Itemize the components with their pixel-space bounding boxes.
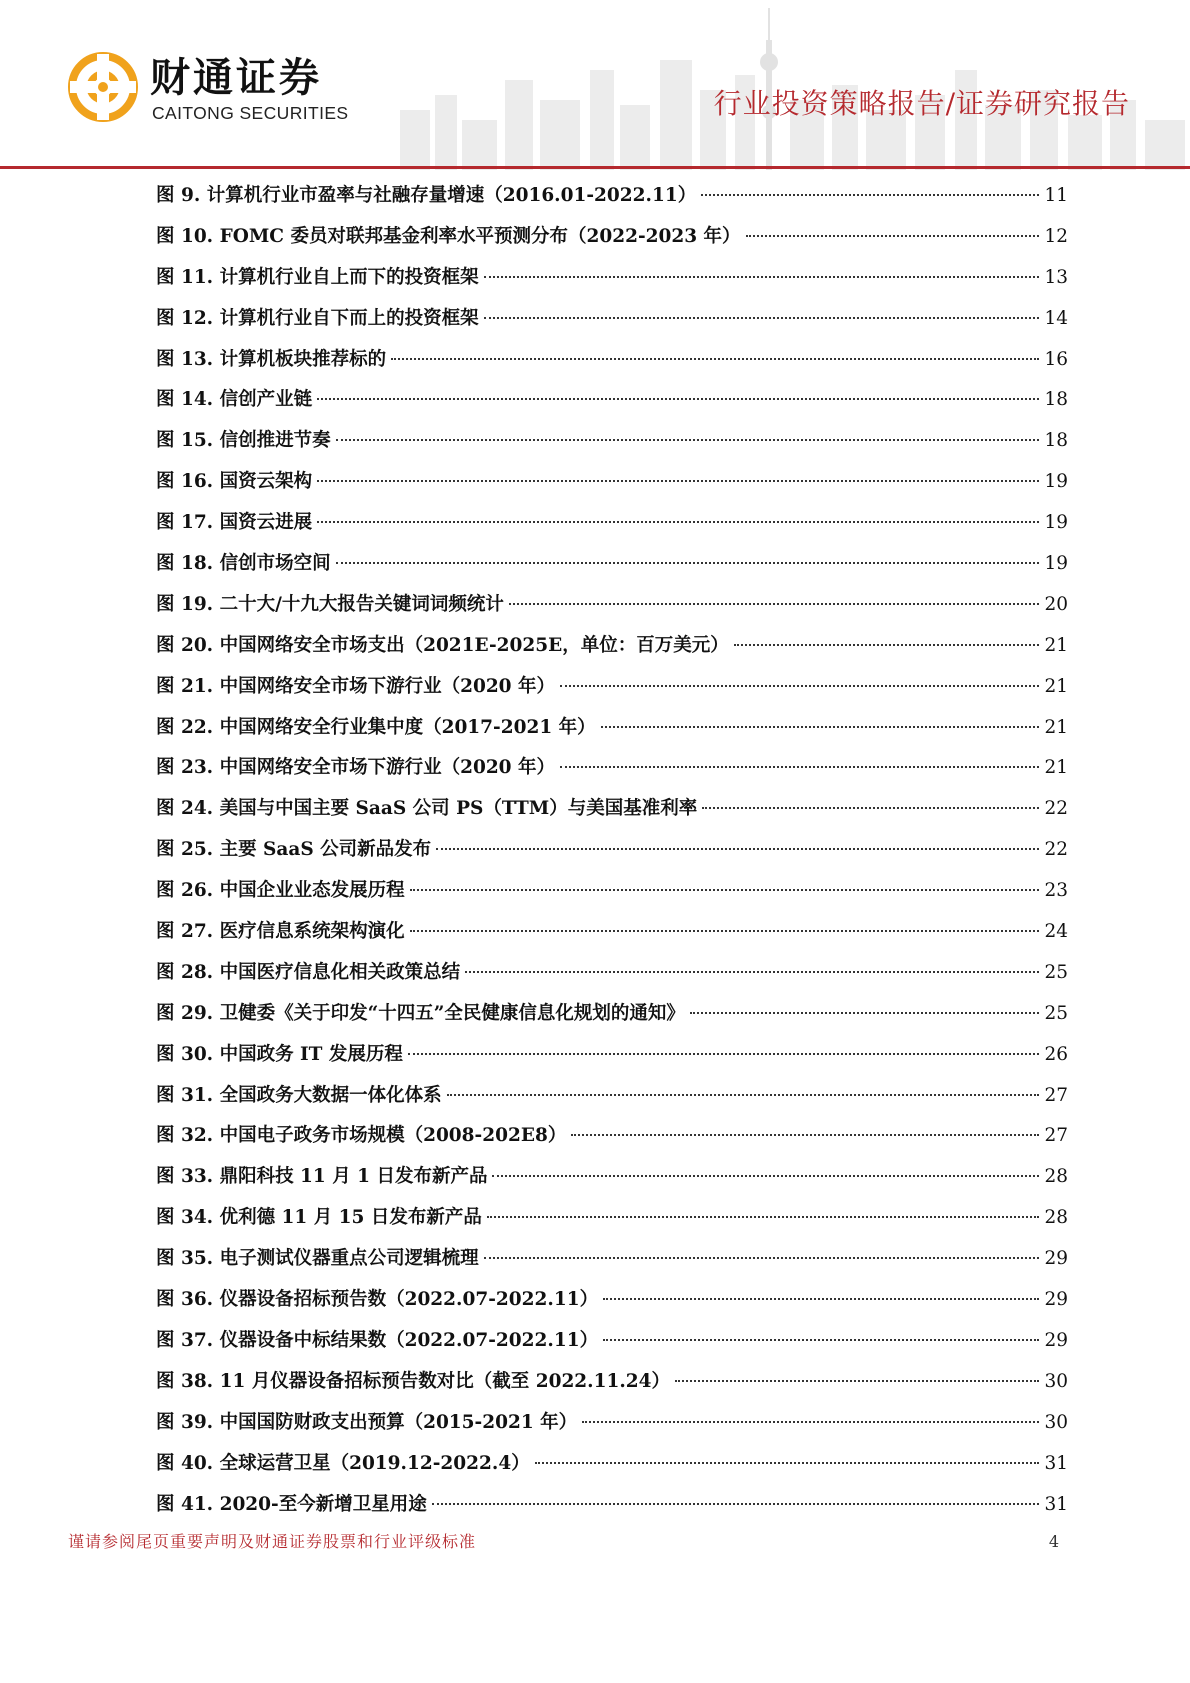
toc-dot-leader [408, 1053, 1040, 1055]
toc-entry[interactable] [156, 631, 1068, 672]
toc-dot-leader [484, 1257, 1040, 1259]
toc-entry[interactable] [156, 1040, 1068, 1081]
toc-entry-page: 19 [1044, 471, 1068, 493]
toc-entry[interactable] [156, 917, 1068, 958]
toc-entry-page: 30 [1044, 1370, 1068, 1392]
toc-entry[interactable] [156, 753, 1068, 794]
toc-entry[interactable] [156, 263, 1068, 304]
toc-entry-title: 图 40. 全球运营卫星（2019.12-2022.4） [156, 1452, 530, 1474]
toc-dot-leader [560, 766, 1039, 768]
page-number: 4 [1048, 1532, 1059, 1551]
toc-entry-title: 图 9. 计算机行业市盈率与社融存量增速（2016.01-2022.11） [156, 185, 697, 206]
toc-entry-title: 图 32. 中国电子政务市场规模（2008-202E8） [156, 1125, 567, 1147]
toc-entry[interactable] [156, 876, 1068, 917]
toc-entry[interactable] [156, 1449, 1068, 1490]
toc-entry-page: 13 [1044, 266, 1068, 288]
toc-entry-page: 24 [1044, 921, 1068, 943]
toc-entry[interactable] [156, 958, 1068, 999]
toc-entry-page: 11 [1044, 185, 1068, 206]
header-divider [0, 166, 1190, 169]
toc-entry-title: 图 24. 美国与中国主要 SaaS 公司 PS（TTM）与美国基准利率 [156, 798, 698, 820]
toc-entry-page: 23 [1044, 880, 1068, 902]
toc-entry[interactable] [156, 222, 1068, 263]
toc-dot-leader [702, 807, 1039, 809]
toc-dot-leader [391, 358, 1039, 360]
toc-entry-title: 图 22. 中国网络安全行业集中度（2017-2021 年） [156, 716, 596, 738]
toc-entry[interactable] [156, 181, 1068, 222]
toc-entry-page: 29 [1044, 1329, 1068, 1351]
toc-dot-leader [317, 398, 1039, 400]
toc-entry[interactable] [156, 508, 1068, 549]
toc-dot-leader [432, 1503, 1040, 1505]
toc-entry-title: 图 17. 国资云进展 [156, 512, 313, 534]
toc-entry-title: 图 29. 卫健委《关于印发“十四五”全民健康信息化规划的通知》 [156, 1002, 685, 1024]
toc-entry-title: 图 35. 电子测试仪器重点公司逻辑梳理 [156, 1248, 479, 1270]
toc-dot-leader [465, 971, 1039, 973]
figure-toc-list [156, 181, 1068, 1530]
toc-entry-page: 25 [1044, 1002, 1068, 1024]
toc-entry-page: 27 [1044, 1125, 1068, 1147]
toc-dot-leader [675, 1380, 1039, 1382]
toc-entry-page: 21 [1044, 757, 1068, 779]
toc-entry-title: 图 13. 计算机板块推荐标的 [156, 348, 387, 370]
toc-entry-page: 14 [1044, 307, 1068, 329]
toc-dot-leader [410, 889, 1040, 891]
toc-entry[interactable] [156, 1121, 1068, 1162]
toc-dot-leader [734, 644, 1040, 646]
toc-entry[interactable] [156, 467, 1068, 508]
toc-entry-page: 22 [1044, 798, 1068, 820]
toc-entry-title: 图 15. 信创推进节奏 [156, 430, 331, 452]
toc-entry[interactable] [156, 1408, 1068, 1449]
toc-entry[interactable] [156, 1081, 1068, 1122]
toc-entry[interactable] [156, 304, 1068, 345]
city-skyline-watermark [380, 0, 1190, 170]
toc-entry-title: 图 31. 全国政务大数据一体化体系 [156, 1084, 442, 1106]
brand-name-en: CAITONG SECURITIES [152, 103, 349, 123]
toc-entry-page: 20 [1044, 593, 1068, 615]
toc-entry-title: 图 19. 二十大/十九大报告关键词词频统计 [156, 593, 504, 615]
toc-entry[interactable] [156, 590, 1068, 631]
toc-entry-page: 22 [1044, 839, 1068, 861]
toc-entry-page: 18 [1044, 389, 1068, 411]
toc-dot-leader [509, 603, 1040, 605]
toc-entry[interactable] [156, 672, 1068, 713]
toc-entry-title: 图 30. 中国政务 IT 发展历程 [156, 1043, 403, 1065]
toc-dot-leader [571, 1134, 1039, 1136]
toc-entry-page: 26 [1044, 1043, 1068, 1065]
toc-dot-leader [436, 848, 1039, 850]
brand-name-cn: 财通证券 [150, 55, 322, 101]
toc-entry-page: 25 [1044, 961, 1068, 983]
toc-dot-leader [601, 726, 1040, 728]
toc-entry-title: 图 26. 中国企业业态发展历程 [156, 880, 405, 902]
toc-entry-title: 图 25. 主要 SaaS 公司新品发布 [156, 839, 432, 861]
toc-entry-title: 图 20. 中国网络安全市场支出（2021E-2025E，单位：百万美元） [156, 634, 729, 656]
toc-entry[interactable] [156, 1285, 1068, 1326]
toc-entry-page: 31 [1044, 1493, 1068, 1515]
toc-entry[interactable] [156, 426, 1068, 467]
toc-dot-leader [317, 480, 1039, 482]
toc-dot-leader [560, 685, 1039, 687]
toc-entry-title: 图 12. 计算机行业自下而上的投资框架 [156, 307, 479, 329]
toc-entry-page: 21 [1044, 634, 1068, 656]
toc-dot-leader [603, 1339, 1039, 1341]
toc-entry[interactable] [156, 1244, 1068, 1285]
toc-entry-title: 图 11. 计算机行业自上而下的投资框架 [156, 266, 479, 288]
toc-dot-leader [410, 930, 1040, 932]
toc-entry-page: 21 [1044, 716, 1068, 738]
toc-entry-title: 图 14. 信创产业链 [156, 389, 313, 411]
toc-entry-title: 图 39. 中国国防财政支出预算（2015-2021 年） [156, 1411, 578, 1433]
toc-entry-page: 21 [1044, 675, 1068, 697]
toc-entry[interactable] [156, 385, 1068, 426]
toc-dot-leader [484, 317, 1040, 319]
toc-dot-leader [690, 1012, 1040, 1014]
toc-entry[interactable] [156, 345, 1068, 386]
toc-entry-title: 图 18. 信创市场空间 [156, 553, 331, 575]
toc-entry-page: 12 [1044, 225, 1068, 247]
toc-entry[interactable] [156, 549, 1068, 590]
toc-dot-leader [492, 1175, 1039, 1177]
toc-entry[interactable] [156, 835, 1068, 876]
toc-entry-page: 30 [1044, 1411, 1068, 1433]
toc-dot-leader [317, 521, 1039, 523]
toc-dot-leader [447, 1094, 1040, 1096]
toc-entry-title: 图 34. 优利德 11 月 15 日发布新产品 [156, 1207, 482, 1229]
toc-entry-page: 16 [1044, 348, 1068, 370]
toc-dot-leader [336, 562, 1040, 564]
toc-entry-page: 28 [1044, 1166, 1068, 1188]
toc-dot-leader [746, 235, 1040, 237]
toc-dot-leader [603, 1298, 1039, 1300]
footer-disclaimer: 谨请参阅尾页重要声明及财通证券股票和行业评级标准 [68, 1532, 477, 1551]
toc-entry-title: 图 28. 中国医疗信息化相关政策总结 [156, 961, 461, 983]
toc-entry-title: 图 10. FOMC 委员对联邦基金利率水平预测分布（2022-2023 年） [156, 225, 741, 247]
toc-entry-page: 27 [1044, 1084, 1068, 1106]
toc-dot-leader [535, 1462, 1040, 1464]
toc-dot-leader [582, 1421, 1039, 1423]
toc-entry-title: 图 23. 中国网络安全市场下游行业（2020 年） [156, 757, 555, 779]
toc-entry-page: 29 [1044, 1248, 1068, 1270]
page-header [0, 0, 1190, 172]
toc-entry-title: 图 38. 11 月仪器设备招标预告数对比（截至 2022.11.24） [156, 1370, 671, 1392]
toc-entry[interactable] [156, 1203, 1068, 1244]
toc-entry-page: 18 [1044, 430, 1068, 452]
caitong-logo-icon [68, 52, 138, 122]
toc-dot-leader [336, 439, 1040, 441]
toc-entry-page: 19 [1044, 512, 1068, 534]
toc-entry[interactable] [156, 1326, 1068, 1367]
toc-entry[interactable] [156, 999, 1068, 1040]
toc-entry[interactable] [156, 1490, 1068, 1531]
toc-entry-title: 图 36. 仪器设备招标预告数（2022.07-2022.11） [156, 1289, 599, 1311]
toc-entry-page: 31 [1044, 1452, 1068, 1474]
toc-entry-title: 图 37. 仪器设备中标结果数（2022.07-2022.11） [156, 1329, 599, 1351]
toc-entry[interactable] [156, 794, 1068, 835]
toc-entry-title: 图 27. 医疗信息系统架构演化 [156, 921, 405, 943]
toc-entry-title: 图 33. 鼎阳科技 11 月 1 日发布新产品 [156, 1166, 488, 1188]
toc-dot-leader [487, 1216, 1040, 1218]
toc-entry[interactable] [156, 1367, 1068, 1408]
toc-entry-page: 29 [1044, 1289, 1068, 1311]
toc-entry-page: 19 [1044, 553, 1068, 575]
report-type-label: 行业投资策略报告/证券研究报告 [713, 87, 1130, 120]
toc-entry[interactable] [156, 1162, 1068, 1203]
toc-entry-title: 图 21. 中国网络安全市场下游行业（2020 年） [156, 675, 555, 697]
toc-entry[interactable] [156, 713, 1068, 754]
toc-dot-leader [484, 276, 1040, 278]
toc-entry-title: 图 41. 2020-至今新增卫星用途 [156, 1493, 427, 1515]
toc-dot-leader [701, 194, 1039, 196]
toc-entry-page: 28 [1044, 1207, 1068, 1229]
toc-entry-title: 图 16. 国资云架构 [156, 471, 313, 493]
